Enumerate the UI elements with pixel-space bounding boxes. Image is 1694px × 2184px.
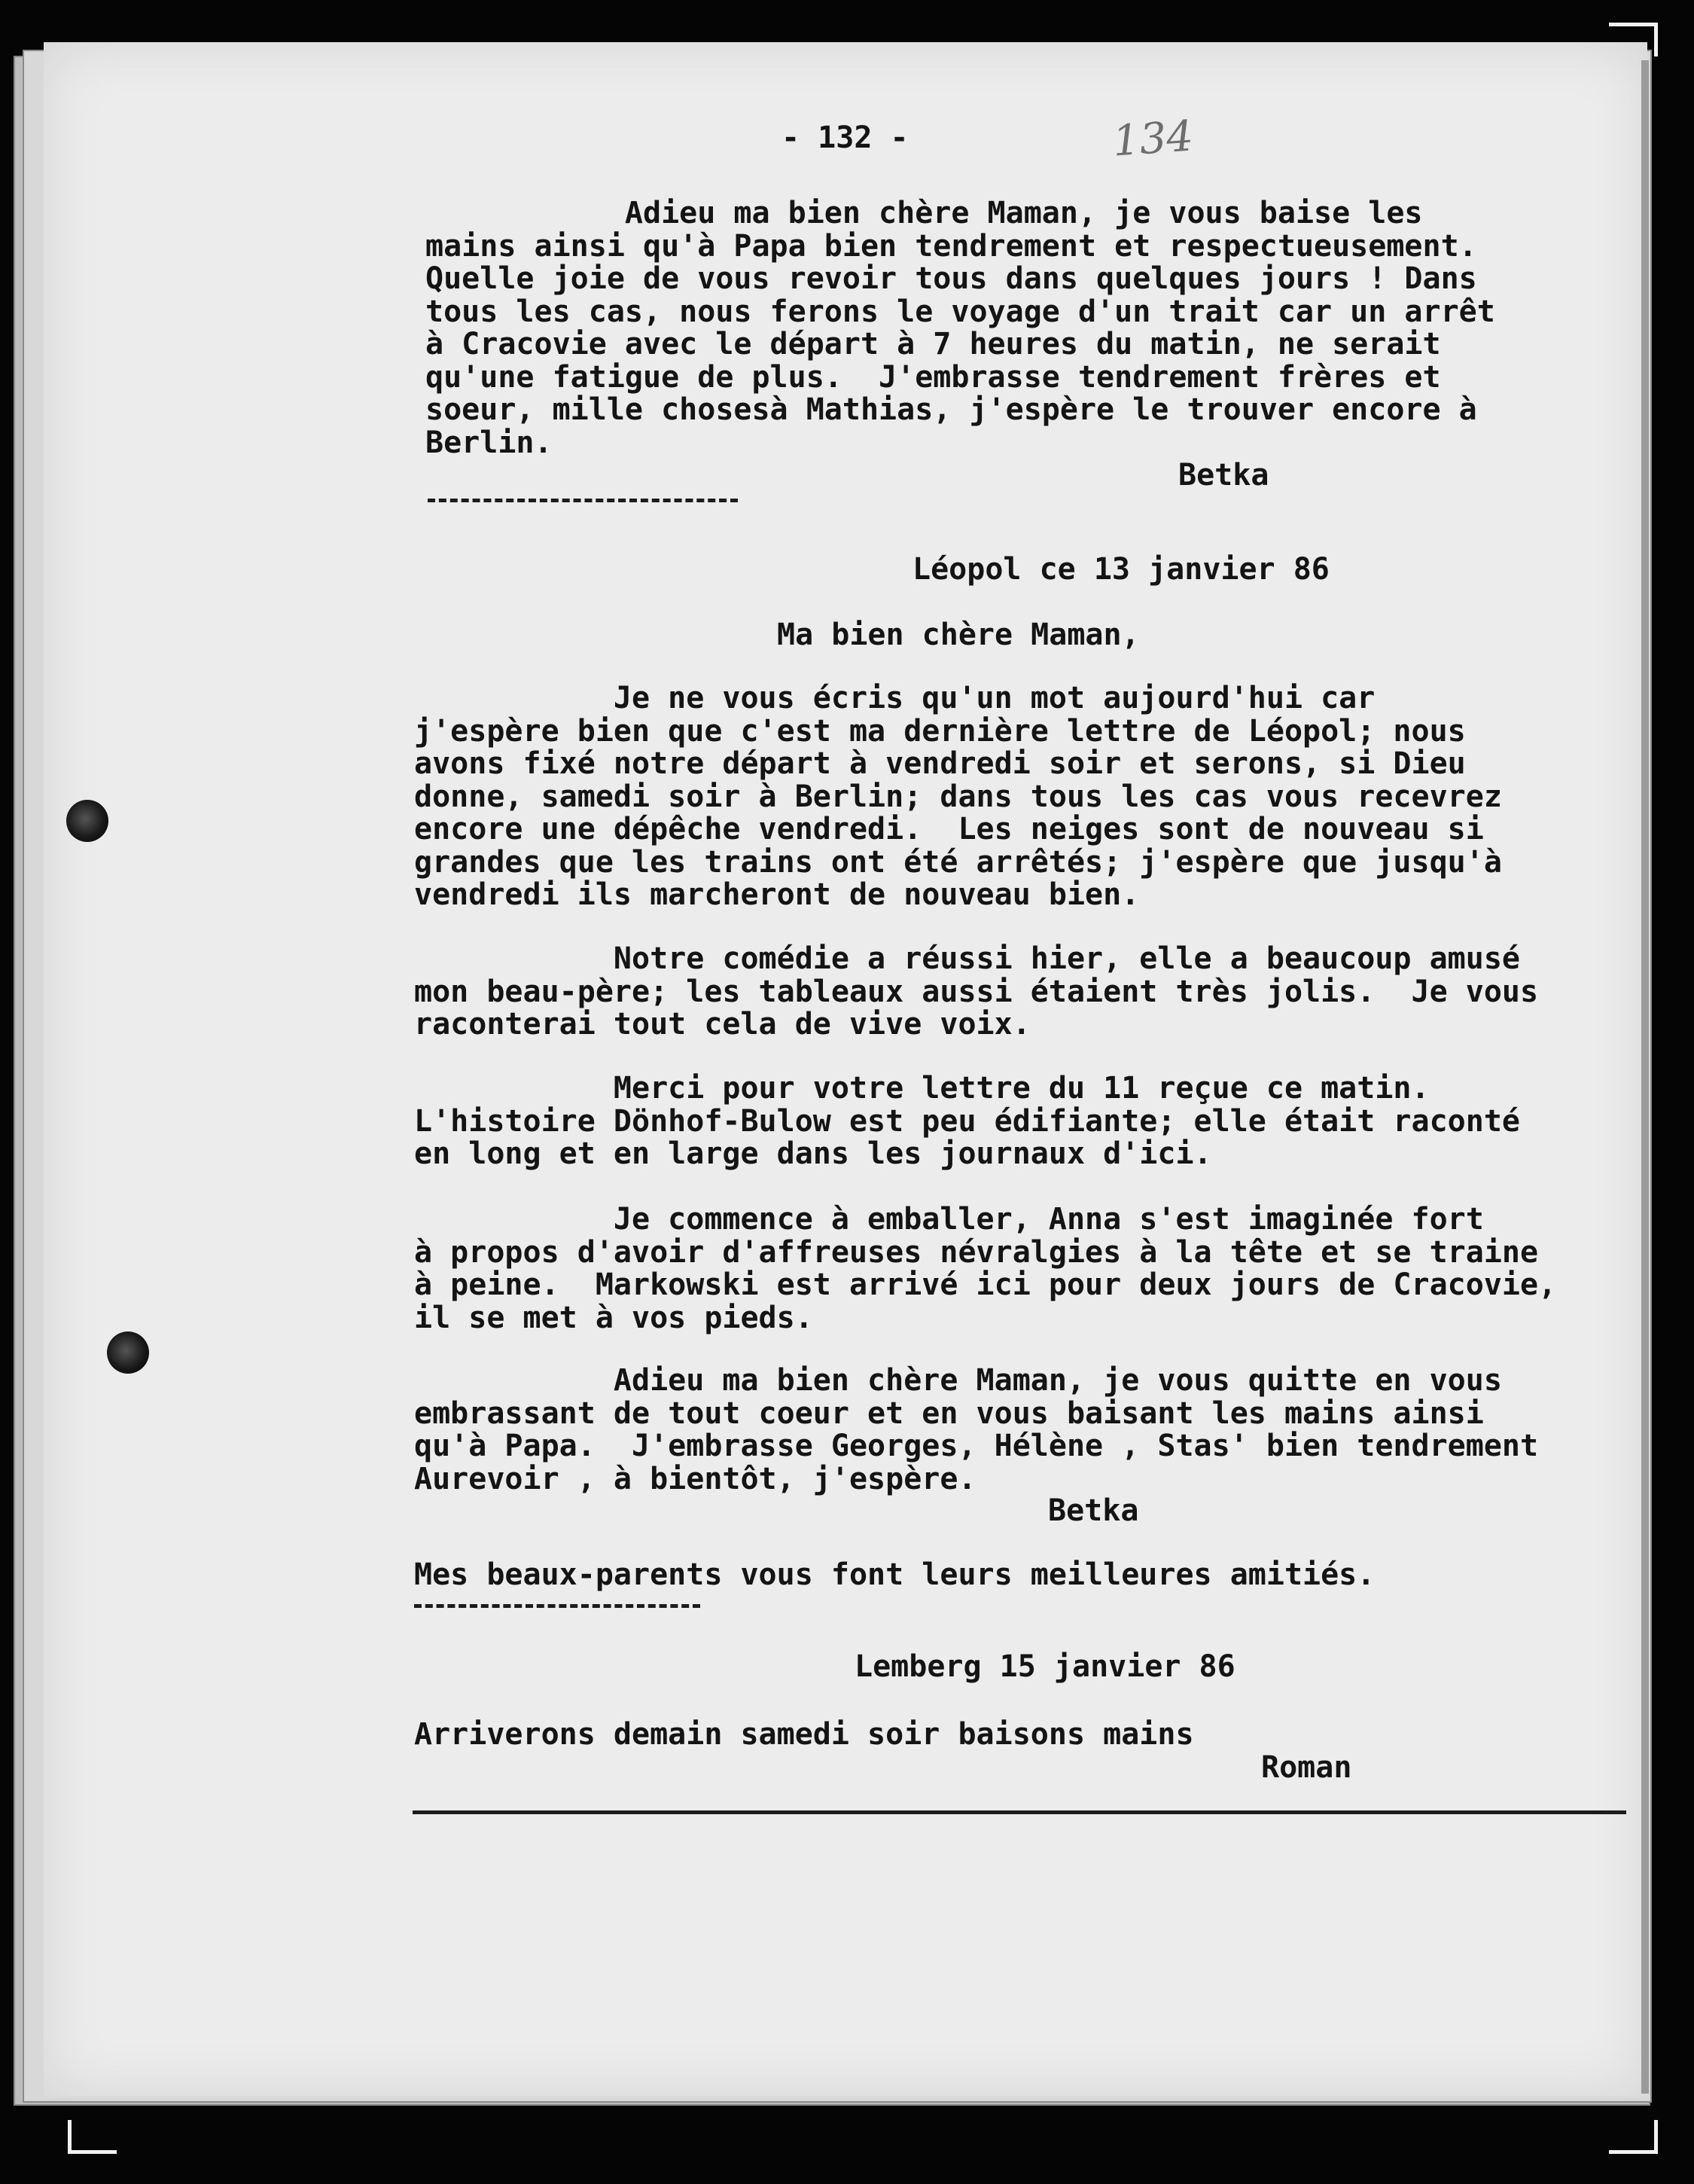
letter2-paragraph-5: Adieu ma bien chère Maman, je vous quitte en vous embrassant de tout coeur et en vous baisant les mains ainsi qu'à Papa. J'embrasse Georges, Hélène , Stas' bien tendrement Aurevoir , à bientôt, j'espère. <box>414 1363 1539 1496</box>
crop-mark-icon <box>1609 2120 1658 2154</box>
letter1-body: Adieu ma bien chère Maman, je vous baise les mains ainsi qu'à Papa bien tendrement et respectueusement. Quelle joie de vous revoir tous dans quelques jours ! Dans tous les cas, nous ferons le voyage d'un trait car un arrêt à Cracovie avec le départ à 7 heures du matin, ne serait qu'une fatigue de plus. J'embrasse tendrement frères et soeur, mille chosesà Mathias, j'espère le trouver encore à Berlin. <box>425 196 1495 460</box>
letter2-salutation: Ma bien chère Maman, <box>777 618 1140 652</box>
handwritten-page-number: 134 <box>1111 111 1196 166</box>
telegram-dateline: Lemberg 15 janvier 86 <box>855 1649 1235 1684</box>
letter2-postscript: Mes beaux-parents vous font leurs meilleures amitiés. <box>414 1557 1376 1592</box>
letter2-signature: Betka <box>1048 1493 1139 1528</box>
punch-hole-icon <box>107 1331 149 1374</box>
telegram-text: Arriverons demain samedi soir baisons mains <box>414 1717 1194 1752</box>
letter2-paragraph-1: Je ne vous écris qu'un mot aujourd'hui car j'espère bien que c'est ma dernière lettre de Léopol; nous avons fixé notre départ à vendredi soir et serons, si Dieu donne, samedi soir à Berlin; dans tous les cas vous recevrez encore une dépêche vendredi. Les neiges sont de nouveau si grandes que les trains ont été arrêtés; j'espère que jusqu'à vendredi ils marcheront de nouveau bien. <box>414 681 1502 912</box>
letter2-dateline: Léopol ce 13 janvier 86 <box>913 552 1330 587</box>
letter2-paragraph-4: Je commence à emballer, Anna s'est imaginée fort à propos d'avoir d'affreuses névralgies à la tête et se traine à peine. Markowski est arrivé ici pour deux jours de Cracovie, il se met à vos pieds. <box>414 1202 1557 1335</box>
letter1-signature: Betka <box>1178 458 1269 493</box>
section-divider <box>428 499 738 502</box>
punch-hole-icon <box>66 800 108 842</box>
page-number: - 132 - <box>781 120 909 155</box>
letter2-paragraph-2: Notre comédie a réussi hier, elle a beaucoup amusé mon beau-père; les tableaux aussi étaient très jolis. Je vous raconterai tout cela de vive voix. <box>414 941 1539 1042</box>
letter2-paragraph-3: Merci pour votre lettre du 11 reçue ce matin. L'histoire Dönhof-Bulow est peu édifiante; elle était raconté en long et en large dans les journaux d'ici. <box>414 1071 1521 1171</box>
end-rule <box>413 1810 1626 1814</box>
crop-mark-icon <box>68 2120 117 2154</box>
section-divider <box>414 1604 700 1608</box>
crop-mark-icon <box>1609 23 1658 56</box>
telegram-signature: Roman <box>1261 1750 1352 1785</box>
page-edge-shadow <box>1641 60 1649 2094</box>
